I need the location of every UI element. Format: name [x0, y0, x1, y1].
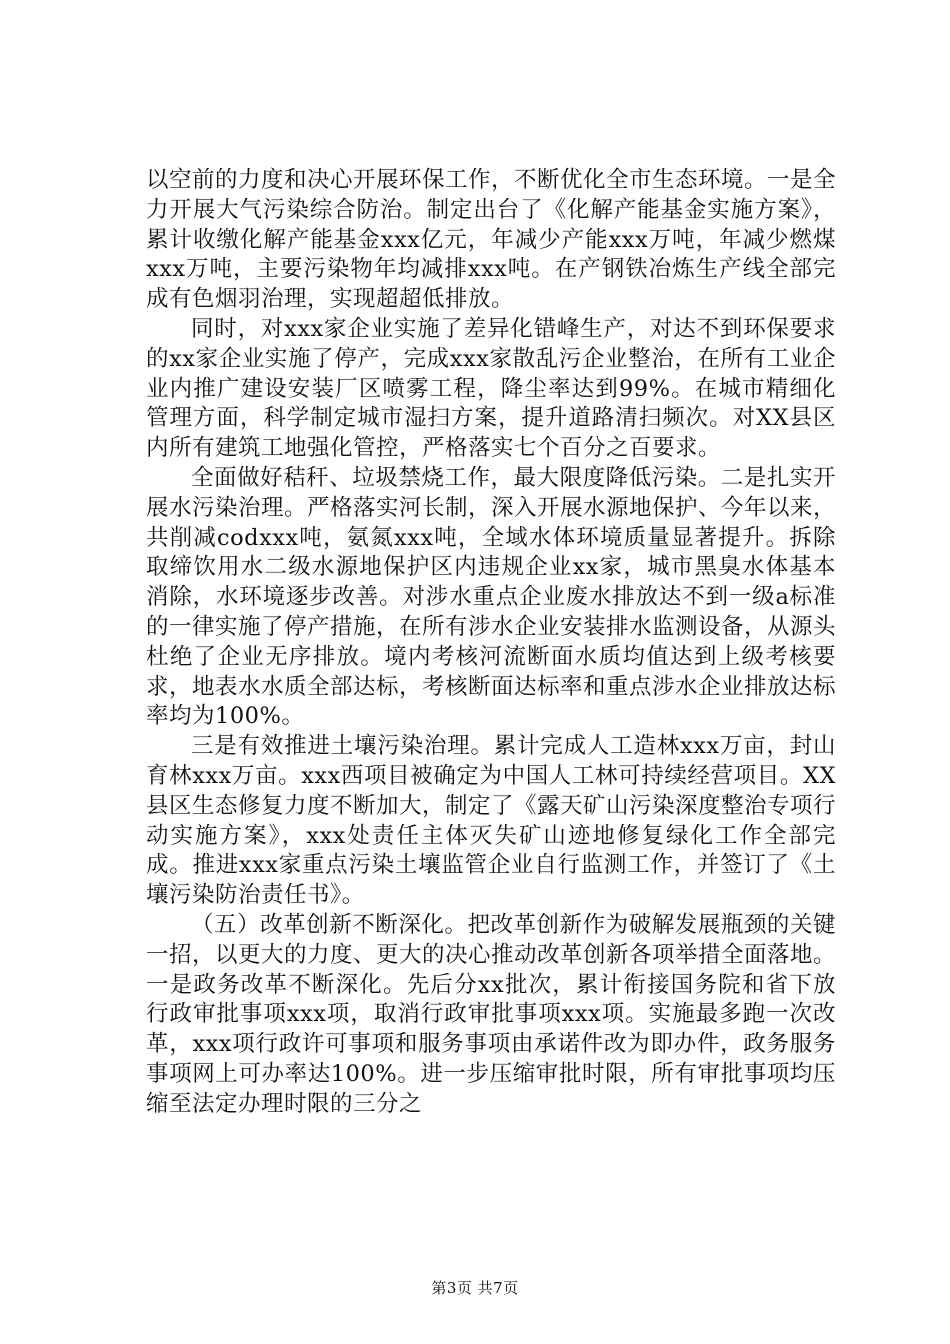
document-body [146, 166, 836, 1120]
paragraph-water-pollution: 全面做好秸秆、垃圾禁烧工作，最大限度降低污染。二是扎实开展水污染治理。严格落实河长制，深入开展水源地保护、今年以来，共削减codxxx吨，氨氮xxx吨，全域水体环境质量显著提升。拆除取缔饮用水二级水源地保护区内违规企业xx家，城市黑臭水体基本消除，水环境逐步改善。对涉水重点企业废水排放达不到一级a标准的一律实施了停产措施，在所有涉水企业安装排水监测设备，从源头杜绝了企业无序排放。境内考核河流断面水质均值达到上级考核要求，地表水水质全部达标，考核断面达标率和重点涉水企业排放达标率均为100%。 [146, 464, 837, 730]
paragraph-soil-pollution: 三是有效推进土壤污染治理。累计完成人工造林xxx万亩，封山育林xxx万亩。xxx西项目被确定为中国人工林可持续经营项目。XX县区生态修复力度不断加大，制定了《露天矿山污染深度整治专项行动实施方案》，xxx处责任主体灭失矿山迹地修复绿化工作全部完成。推进xxx家重点污染土壤监管企业自行监测工作，并签订了《土壤污染防治责任书》。 [146, 733, 837, 909]
paragraph-continuation: 以空前的力度和决心开展环保工作，不断优化全市生态环境。一是全力开展大气污染综合防治。制定出台了《化解产能基金实施方案》，累计收缴化解产能基金xxx亿元，年减少产能xxx万吨，年减少燃煤xxx万吨，主要污染物年均减排xxx吨。在产钢铁冶炼生产线全部完成有色烟羽治理，实现超超低排放。 [146, 167, 837, 313]
paragraph-reform-innovation: （五）改革创新不断深化。把改革创新作为破解发展瓶颈的关键一招，以更大的力度、更大的决心推动改革创新各项举措全面落地。一是政务改革不断深化。先后分xx批次，累计衔接国务院和省下放行政审批事项xxx项，取消行政审批事项xxx项。实施最多跑一次改革，xxx项行政许可事项和服务事项由承诺件改为即办件，政务服务事项网上可办率达100%。进一步压缩审批时限，所有审批事项均压缩至法定办理时限的三分之 [146, 911, 837, 1117]
page-footer: 第3页 共7页 [431, 1279, 519, 1297]
paragraph-emission-control: 同时，对xxx家企业实施了差异化错峰生产，对达不到环保要求的xx家企业实施了停产，完成xxx家散乱污企业整治，在所有工业企业内推广建设安装厂区喷雾工程，降尘率达到99%。在城市精细化管理方面，科学制定城市湿扫方案，提升道路清扫频次。对XX县区内所有建筑工地强化管控，严格落实七个百分之百要求。 [146, 315, 836, 462]
